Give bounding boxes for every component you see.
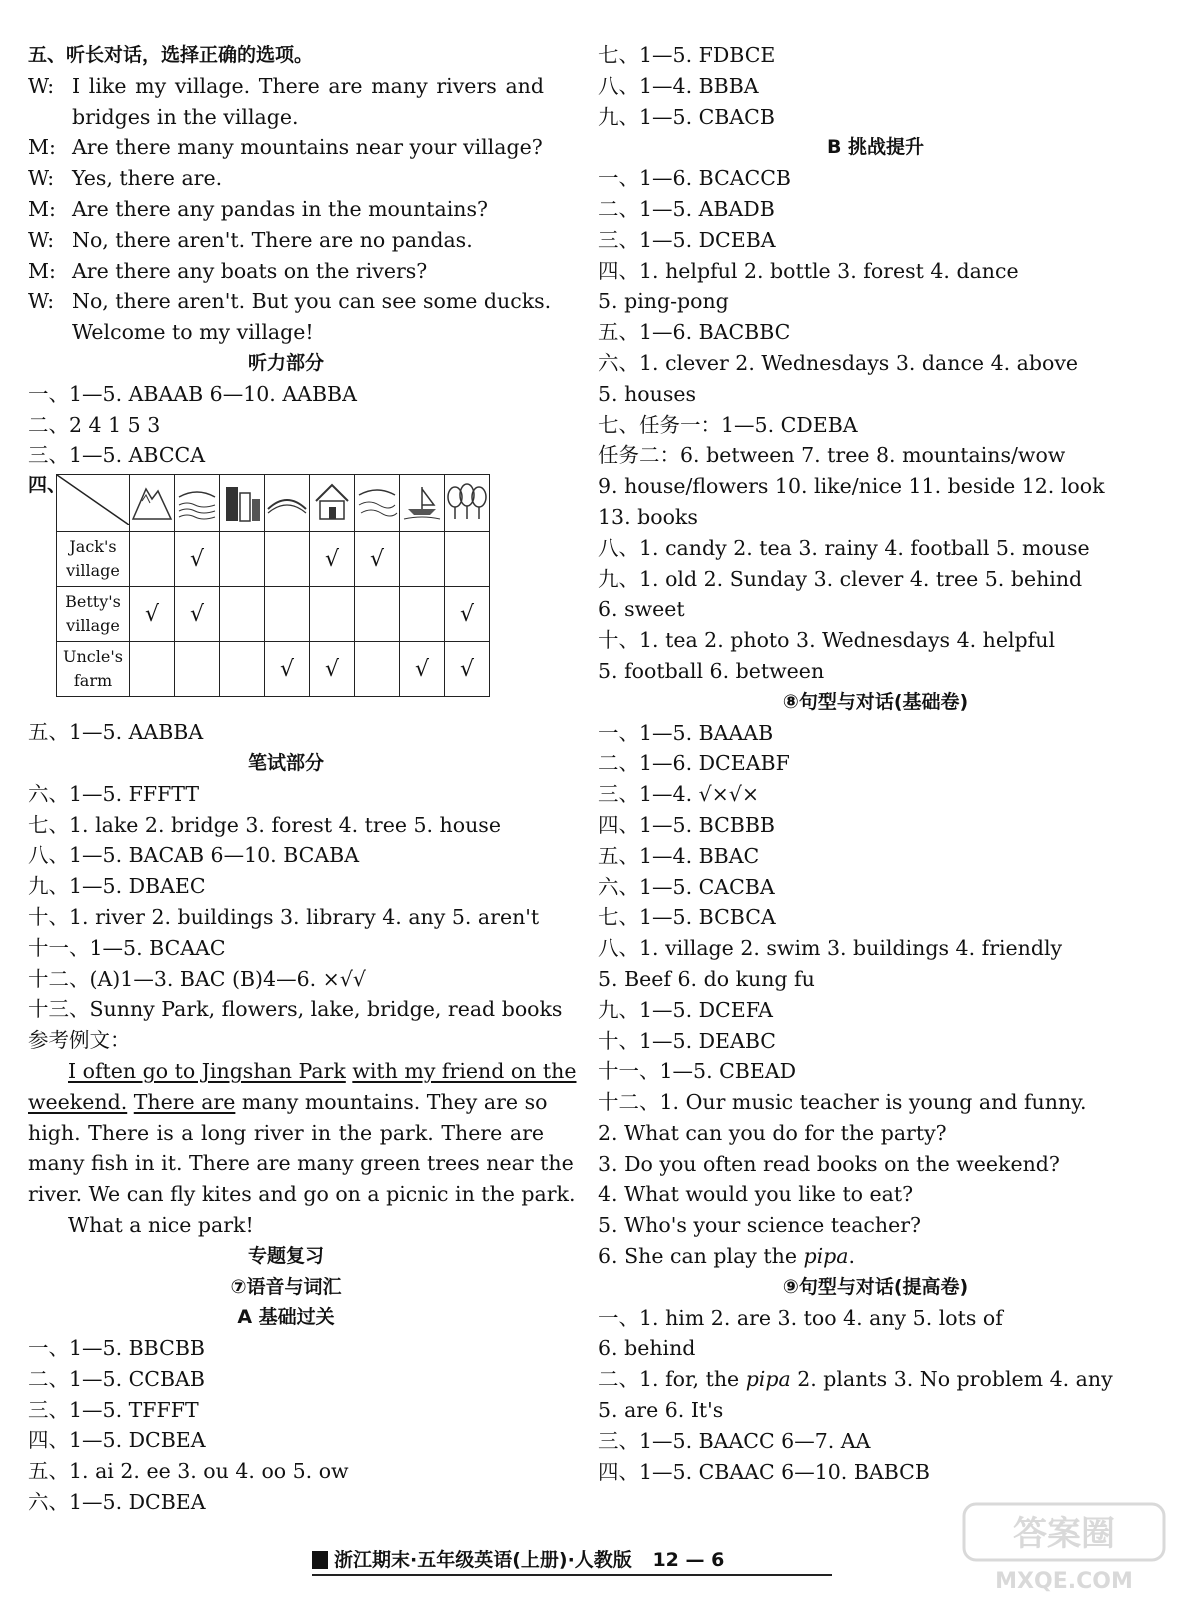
answer-line: 5. Beef 6. do kung fu (598, 966, 815, 991)
watermark-url: MXQE.COM (995, 1569, 1133, 1594)
speaker-label (28, 317, 72, 348)
table-check-cell (220, 532, 265, 587)
answer-line: 二、2 4 1 5 3 (28, 412, 161, 437)
table-row-label: Betty's village (57, 587, 130, 642)
answer-line: 五、1—4. BBAC (598, 843, 760, 868)
dialog-line (28, 256, 544, 287)
sample-essay (28, 1056, 577, 1241)
dialog (28, 71, 552, 348)
dialog-line (28, 286, 552, 317)
listening-answers (28, 379, 544, 471)
table-row-label: Uncle's farm (57, 642, 130, 697)
answer-line: 五、1—6. BACBBC (598, 320, 791, 345)
answer-line: 一、1—6. BCACCB (598, 166, 791, 191)
house-icon (310, 475, 355, 532)
speaker-label (28, 102, 72, 133)
section-9-line: 三、1—5. BAACC 6—7. AA (598, 1428, 871, 1453)
answer-line: 五、1. ai 2. ee 3. ou 4. oo 5. ow (28, 1459, 349, 1484)
answer-line: 八、1. candy 2. tea 3. rainy 4. football 5. mouse (598, 535, 1090, 560)
table-check-cell (220, 587, 265, 642)
table-check-cell (355, 642, 400, 697)
answer-line: 十一、1—5. CBEAD (598, 1059, 797, 1084)
speaker-label: M: (28, 258, 56, 283)
answer-line: 13. books (598, 504, 698, 529)
answer-line: 三、1—5. DCEBA (598, 227, 776, 252)
table-check-cell (175, 642, 220, 697)
table-check-cell: √ (175, 587, 220, 642)
answer-line: 九、1—5. DCEFA (598, 997, 773, 1022)
table-lead: 四、 (28, 474, 67, 496)
answer-line: 二、1—5. ABADB (598, 196, 775, 221)
table-check-cell: √ (130, 587, 175, 642)
table-corner (57, 475, 130, 532)
answer-line: 六、1—5. CACBA (598, 874, 775, 899)
dialog-text: Are there many mountains near your village? (72, 135, 543, 160)
table-check-cell: √ (445, 642, 490, 697)
answer-line: 七、1. lake 2. bridge 3. forest 4. tree 5. house (28, 812, 501, 837)
table-check-cell: √ (175, 532, 220, 587)
answer-line: 八、1. village 2. swim 3. buildings 4. friendly (598, 936, 1063, 961)
speaker-label: W: (28, 289, 55, 314)
essay-line: weekend. There are many mountains. They are so (28, 1089, 548, 1114)
part-a-answers (28, 1333, 544, 1518)
answer-line: 3. Do you often read books on the weekend? (598, 1151, 1060, 1176)
answer-line: 三、1—5. TFFFT (28, 1397, 199, 1422)
table-check-cell (130, 532, 175, 587)
dialog-text: I like my village. There are many rivers and (72, 73, 544, 98)
after-table-answer: 五、1—5. AABBA (28, 720, 204, 745)
site-watermark-logo (960, 1500, 1170, 1595)
answer-line: 任务二：6. between 7. tree 8. mountains/wow (598, 443, 1066, 468)
answer-line: 十一、1—5. BCAAC (28, 935, 226, 960)
essay-line: river. We can fly kites and go on a picnic in the park. (28, 1182, 576, 1207)
part-b-heading: B 挑战提升 (826, 136, 925, 159)
river-icon (355, 475, 400, 532)
answer-line: 一、1—5. ABAAB 6—10. AABBA (28, 381, 357, 406)
table-check-cell (355, 587, 400, 642)
mountain-icon (130, 475, 175, 532)
answer-line: 十三、Sunny Park, flowers, lake, bridge, read books (28, 997, 563, 1022)
answer-line: 一、1—5. BBCBB (28, 1336, 205, 1361)
table-check-cell (445, 532, 490, 587)
answer-line: 5. Who's your science teacher? (598, 1213, 922, 1238)
answer-line: 2. What can you do for the party? (598, 1120, 947, 1145)
bridge-icon (265, 475, 310, 532)
answer-line: 十、1. tea 2. photo 3. Wednesdays 4. helpful (598, 628, 1056, 653)
answer-line: 三、1—5. ABCCA (28, 443, 206, 468)
table-check-cell: √ (445, 587, 490, 642)
dialog-line (28, 132, 544, 163)
footer-title: 浙江期末·五年级英语(上册)·人教版 (334, 1549, 632, 1571)
table-check-cell: √ (310, 642, 355, 697)
dialog-text: bridges in the village. (72, 104, 299, 129)
building-icon (220, 475, 265, 532)
footer-square-icon (312, 1551, 328, 1569)
listening-heading: 听力部分 (247, 351, 324, 374)
watermark-text: 答案圈 (1013, 1514, 1115, 1554)
answer-line: 二、1—5. CCBAB (28, 1366, 205, 1391)
answer-line: 四、1—5. BCBBB (598, 812, 775, 837)
writing-answers (28, 779, 563, 1056)
boat-icon (400, 475, 445, 532)
answer-line: 二、1—6. DCEABF (598, 751, 790, 776)
answer-line: 七、1—5. FDBCE (598, 43, 776, 67)
part-b-answers (598, 163, 1153, 687)
table-check-cell (265, 532, 310, 587)
dialog-line (28, 225, 544, 256)
answer-line: 十、1—5. DEABC (598, 1028, 776, 1053)
table-check-cell: √ (355, 532, 400, 587)
right-column (598, 40, 1153, 1487)
section-8-last: 6. She can play the pipa. (598, 1244, 856, 1269)
dialog-text: No, there aren't. But you can see some ducks. (72, 289, 552, 314)
review-heading: 专题复习 (247, 1244, 324, 1267)
right-top-answers (598, 40, 1153, 132)
answer-line: 四、1. helpful 2. bottle 3. forest 4. dance (598, 258, 1019, 283)
table-check-cell: √ (310, 532, 355, 587)
answer-line: 九、1—5. DBAEC (28, 874, 206, 899)
section-8-answers (598, 718, 1153, 1242)
speaker-label: W: (28, 73, 55, 98)
answer-line: 十二、1. Our music teacher is young and funny. (598, 1090, 1087, 1115)
speaker-label: W: (28, 227, 55, 252)
corner-diagonal (57, 475, 129, 525)
dialog-line (28, 102, 544, 133)
essay-line: I often go to Jingshan Park with my friend on the (68, 1058, 577, 1083)
table-row (57, 532, 490, 587)
dialog-text: Are there any pandas in the mountains? (72, 196, 489, 221)
dialog-text: No, there aren't. There are no pandas. (72, 227, 473, 252)
answer-line: 六、1. clever 2. Wednesdays 3. dance 4. above (598, 350, 1079, 375)
answer-line: 六、1—5. FFFTT (28, 781, 200, 806)
answer-line: 八、1—5. BACAB 6—10. BCABA (28, 843, 360, 868)
dialog-line (28, 71, 544, 102)
dialog-line (28, 194, 544, 225)
dialog-title: 五、听长对话，选择正确的选项。 (28, 44, 314, 66)
essay-line: many fish in it. There are many green trees near the (28, 1151, 574, 1176)
speaker-label: M: (28, 135, 56, 160)
dialog-line (28, 163, 544, 194)
dialog-text: Welcome to my village! (72, 320, 314, 345)
table-check-cell (400, 587, 445, 642)
essay-line: What a nice park! (68, 1212, 254, 1237)
table-check-cell (310, 587, 355, 642)
left-column (28, 40, 577, 1518)
answer-line: 一、1—5. BAAAB (598, 720, 774, 745)
lake-icon (175, 475, 220, 532)
dialog-text: Yes, there are. (72, 166, 223, 191)
table-check-cell (220, 642, 265, 697)
part-a-heading: A 基础过关 (237, 1306, 335, 1329)
dialog-line (28, 317, 544, 348)
section-9-line: 一、1. him 2. are 3. too 4. any 5. lots of (598, 1305, 1003, 1330)
review-subheading: ⑦语音与词汇 (230, 1275, 342, 1298)
speaker-label: W: (28, 166, 55, 191)
section-8-heading: ⑧句型与对话(基础卷) (782, 690, 969, 713)
table-row-label: Jack's village (57, 532, 130, 587)
table-row (57, 642, 490, 697)
section-9-line: 二、1. for, the pipa 2. plants 3. No problem 4. any (598, 1367, 1113, 1392)
answer-line: 5. houses (598, 381, 696, 406)
section-9-heading: ⑨句型与对话(提高卷) (782, 1275, 969, 1298)
answer-line: 4. What would you like to eat? (598, 1182, 914, 1207)
answer-line: 九、1—5. CBACB (598, 104, 775, 129)
page-footer (312, 1546, 832, 1576)
table-check-cell (400, 532, 445, 587)
village-table (56, 474, 490, 697)
answer-line: 九、1. old 2. Sunday 3. clever 4. tree 5. behind (598, 566, 1083, 591)
answer-line: 七、任务一：1—5. CDEBA (598, 412, 858, 437)
table-check-cell (265, 587, 310, 642)
table-row (57, 587, 490, 642)
answer-line: 十二、(A)1—3. BAC (B)4—6. ×√√ (28, 966, 366, 991)
table-header-row (57, 475, 490, 532)
answer-line: 5. ping-pong (598, 289, 729, 314)
answer-line: 十、1. river 2. buildings 3. library 4. any 5. aren't (28, 904, 540, 929)
answer-line: 三、1—4. √×√× (598, 782, 760, 807)
table-check-cell: √ (265, 642, 310, 697)
answer-line: 6. sweet (598, 597, 685, 622)
answer-line: 八、1—4. BBBA (598, 73, 759, 98)
answer-line: 四、1—5. DCBEA (28, 1428, 206, 1453)
answer-line: 六、1—5. DCBEA (28, 1490, 206, 1515)
essay-line: high. There is a long river in the park. There are (28, 1120, 544, 1145)
answer-line: 9. house/flowers 10. like/nice 11. beside 12. look (598, 474, 1105, 499)
table-check-cell: √ (400, 642, 445, 697)
section-9-line: 6. behind (598, 1336, 696, 1361)
answer-line: 参考例文： (28, 1028, 131, 1053)
section-9-line: 5. are 6. It's (598, 1398, 724, 1423)
speaker-label: M: (28, 196, 56, 221)
table-check-cell (130, 642, 175, 697)
answer-line: 七、1—5. BCBCA (598, 905, 776, 930)
dialog-text: Are there any boats on the rivers? (72, 258, 428, 283)
section-9-line: 四、1—5. CBAAC 6—10. BABCB (598, 1459, 930, 1484)
answer-line: 5. football 6. between (598, 658, 825, 683)
page-number: 12 — 6 (652, 1549, 725, 1571)
trees-icon (445, 475, 490, 532)
writing-heading: 笔试部分 (247, 751, 324, 774)
